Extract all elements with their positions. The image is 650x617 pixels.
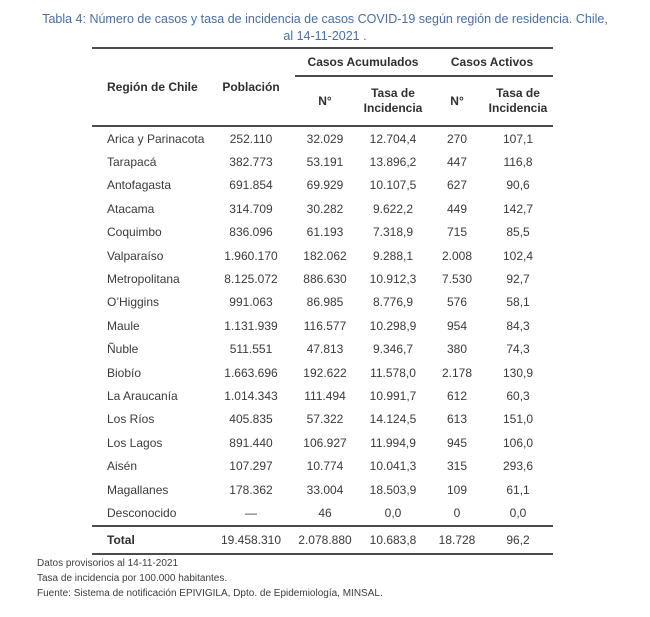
table-row [92,244,553,267]
value-cell: 10.912,3 [369,272,417,287]
column-header-rate-active: Tasa de Incidencia [483,76,553,126]
value-cell: 1.131.939 [224,318,278,333]
value-cell: 107.297 [229,459,273,474]
value-cell: 18.503,9 [369,482,417,497]
value-cell: 9.288,1 [372,248,414,263]
table-row [92,314,553,337]
table-row [92,408,553,431]
value-cell: 1.663.696 [224,365,278,380]
total-n-active: 18.728 [431,526,483,554]
region-cell: Magallanes [107,482,169,497]
value-cell: 10.774 [306,459,344,474]
value-cell: 53.191 [306,155,344,170]
value-cell: 270 [447,131,468,146]
value-cell: 85,5 [506,225,530,240]
value-cell: 130,9 [503,365,534,380]
value-cell: 10.107,5 [369,178,417,193]
covid-region-table-container [92,47,553,555]
value-cell: 14.124,5 [369,412,417,427]
value-cell: 61,1 [506,482,530,497]
value-cell: 511.551 [229,342,273,357]
footnote-provisional-data: Datos provisorios al 14-11-2021 [37,558,179,569]
region-cell: Metropolitana [107,272,180,287]
value-cell: 945 [447,435,468,450]
table-row [92,150,553,173]
value-cell: 0 [431,501,483,525]
value-cell: 11.578,0 [370,365,416,380]
column-header-n-accumulated: N° [295,76,355,126]
value-cell: 11.994,9 [370,435,416,450]
region-cell: Valparaíso [107,248,164,263]
value-cell: 30.282 [306,201,344,216]
value-cell: 46 [295,501,355,525]
value-cell: 106.927 [303,435,347,450]
value-cell: — [207,501,295,525]
value-cell: 33.004 [306,482,344,497]
value-cell: 69.929 [306,178,344,193]
region-cell: La Araucanía [107,388,178,403]
column-header-population: Población [207,48,295,126]
region-cell: O’Higgins [107,295,160,310]
value-cell: 92,7 [506,272,530,287]
value-cell: 13.896,2 [369,155,417,170]
value-cell: 449 [447,201,468,216]
value-cell: 0,0 [355,501,431,525]
value-cell: 405.835 [229,412,273,427]
region-cell: Los Lagos [107,435,163,450]
column-header-n-active: N° [431,76,483,126]
value-cell: 178.362 [229,482,273,497]
value-cell: 61.193 [306,225,344,240]
value-cell: 192.622 [303,365,347,380]
value-cell: 84,3 [506,318,530,333]
table-row [92,338,553,361]
table-title [0,0,650,45]
total-label: Total [92,526,207,554]
region-cell: Antofagasta [107,178,172,193]
value-cell: 86.985 [306,295,344,310]
table-row [92,197,553,220]
table-row [92,501,553,525]
value-cell: 447 [447,155,468,170]
value-cell: 382.773 [229,155,273,170]
footnotes [37,556,383,601]
value-cell: 293,6 [503,459,534,474]
value-cell: 106,0 [503,435,534,450]
table-row [92,126,553,150]
region-cell: Atacama [107,201,155,216]
value-cell: 60,3 [506,388,530,403]
table-title-line2: al 14-11-2021 . [283,29,367,43]
value-cell: 74,3 [506,342,530,357]
value-cell: 116.577 [303,318,347,333]
table-body [92,126,553,526]
table-row [92,291,553,314]
value-cell: 58,1 [506,295,530,310]
value-cell: 111.494 [304,388,346,403]
table-row [92,454,553,477]
value-cell: 1.960.170 [224,248,278,263]
value-cell: 57.322 [306,412,344,427]
value-cell: 0,0 [483,501,553,525]
value-cell: 116,8 [503,155,533,170]
table-row [92,267,553,290]
total-n-accumulated: 2.078.880 [295,526,355,554]
value-cell: 182.062 [303,248,347,263]
value-cell: 10.041,3 [369,459,417,474]
value-cell: 8.125.072 [224,272,278,287]
region-cell: Ñuble [107,342,139,357]
value-cell: 715 [447,225,468,240]
column-header-rate-accumulated: Tasa de Incidencia [355,76,431,126]
column-header-region: Región de Chile [92,48,207,126]
value-cell: 151,0 [503,412,534,427]
value-cell: 142,7 [503,201,534,216]
value-cell: 109 [447,482,468,497]
region-cell: Desconocido [92,501,207,525]
table-row [92,384,553,407]
table-row [92,174,553,197]
table-header [92,48,553,126]
value-cell: 627 [447,178,468,193]
value-cell: 107,1 [503,131,534,146]
value-cell: 8.776,9 [372,295,414,310]
value-cell: 612 [447,388,468,403]
value-cell: 2.178 [442,365,473,380]
value-cell: 252.110 [229,131,273,146]
value-cell: 836.096 [229,225,273,240]
value-cell: 47.813 [306,342,344,357]
table-row [92,221,553,244]
table-row [92,478,553,501]
value-cell: 90,6 [506,178,530,193]
value-cell: 9.622,2 [372,201,414,216]
region-cell: Coquimbo [107,225,162,240]
value-cell: 315 [447,459,468,474]
region-cell: Biobío [107,365,142,380]
value-cell: 12.704,4 [369,131,417,146]
value-cell: 886.630 [303,272,347,287]
value-cell: 102,4 [503,248,534,263]
value-cell: 10.991,7 [369,388,417,403]
total-population: 19.458.310 [207,526,295,554]
footnote-rate-definition: Tasa de incidencia por 100.000 habitantes. [37,573,228,584]
value-cell: 891.440 [229,435,273,450]
value-cell: 7.530 [442,272,473,287]
footnote-source: Fuente: Sistema de notificación EPIVIGILA, Dpto. de Epidemiología, MINSAL. [37,588,383,599]
value-cell: 32.029 [306,131,344,146]
region-cell: Tarapacá [107,155,157,170]
value-cell: 1.014.343 [224,388,278,403]
value-cell: 691.854 [229,178,273,193]
value-cell: 9.346,7 [372,342,414,357]
value-cell: 10.298,9 [369,318,417,333]
value-cell: 2.008 [442,248,473,263]
total-rate-active: 96,2 [483,526,553,554]
value-cell: 380 [447,342,468,357]
value-cell: 954 [447,318,468,333]
value-cell: 576 [447,295,468,310]
table-row [92,431,553,454]
group-header-row [92,48,553,76]
region-cell: Maule [107,318,140,333]
value-cell: 314.709 [229,201,273,216]
covid-region-table [92,47,553,555]
region-cell: Arica y Parinacota [107,131,205,146]
region-cell: Los Ríos [107,412,155,427]
total-row [92,526,553,554]
table-footer [92,526,553,554]
table-title-line1: Tabla 4: Número de casos y tasa de incidencia de casos COVID-19 según región de residencia. Chile, [42,12,608,26]
value-cell: 613 [447,412,468,427]
group-header-active-cases: Casos Activos [431,48,553,76]
table-row [92,361,553,384]
value-cell: 991.063 [229,295,273,310]
value-cell: 7.318,9 [372,225,414,240]
region-cell: Aisén [107,459,138,474]
total-rate-accumulated: 10.683,8 [355,526,431,554]
group-header-accumulated-cases: Casos Acumulados [295,48,431,76]
